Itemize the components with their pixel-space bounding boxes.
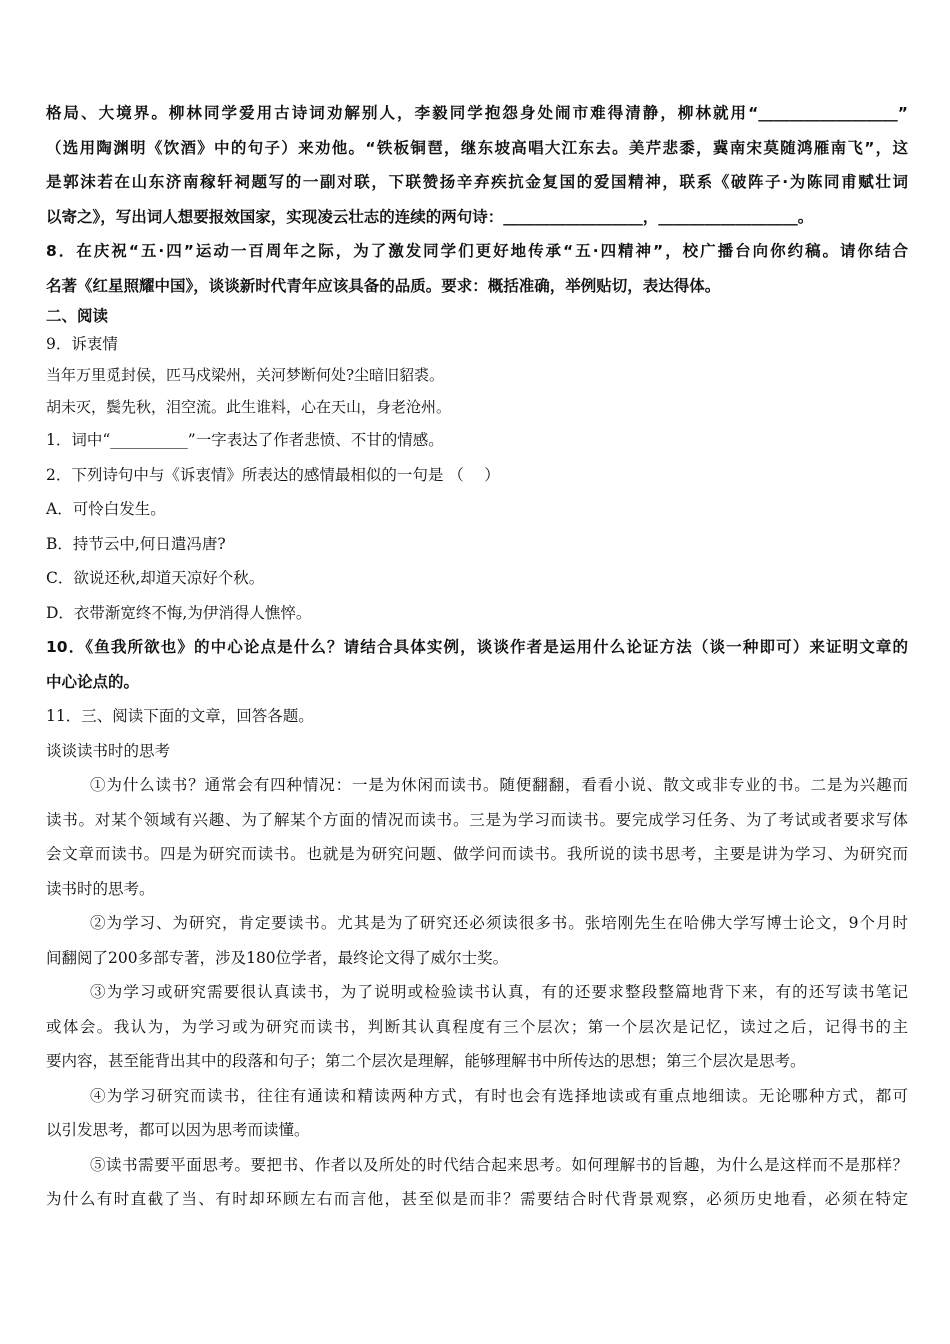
poetry-question-continued <box>46 96 908 234</box>
text-line: 以引发思考，都可以因为思考而读懂。 <box>46 1121 310 1139</box>
question-11 <box>46 699 908 1217</box>
text-line: ④为学习研究而读书，往往有通读和精读两种方式，有时也会有选择地读或有重点地细读。无论哪种方式，都可 <box>90 1086 908 1105</box>
text-line: 或体会。我认为，为学习或为研究而读书，判断其认真程度有三个层次；第一个层次是记忆，读过之后，记得书的主 <box>46 1017 908 1036</box>
text-line: 是郭沫若在山东济南稼轩祠题写的一副对联，下联赞扬辛弃疾抗金复国的爱国精神，联系《破阵子·为陈同甫赋壮词 <box>46 173 908 191</box>
option-d: D．衣带渐宽终不悔,为伊消得人憔悴。 <box>46 603 312 622</box>
text-line: 格局、大境界。柳林同学爱用古诗词劝解别人，李毅同学抱怨身处闹市难得清静，柳林就用“__________________” <box>46 104 908 122</box>
poem-line: 胡未灭，鬓先秋，泪空流。此生谁料，心在天山，身老沧州。 <box>46 398 452 416</box>
text-line: ③为学习或研究需要很认真读书，为了说明或检验读书认真，有的还要求整段整篇地背下来，有的还写读书笔记 <box>90 983 908 1001</box>
article-title: 谈谈读书时的思考 <box>46 741 171 760</box>
paragraph-2 <box>46 906 908 975</box>
question-9 <box>46 329 908 630</box>
text-line: 8．在庆祝“五·四”运动一百周年之际，为了激发同学们更好地传承“五·四精神”，校广播台向你约稿。请你结合 <box>46 242 908 260</box>
text-line: ②为学习、为研究，肯定要读书。尤其是为了研究还必须读很多书。张培刚先生在哈佛大学写博士论文，9个月时 <box>90 914 908 932</box>
sub-question-2: 2．下列诗句中与《诉衷情》所表达的感情最相似的一句是 （ ） <box>46 465 500 484</box>
section-title: 二、阅读 <box>46 307 109 325</box>
question-8 <box>46 234 908 303</box>
text-line: 读书。对某个领域有兴趣、为了解某个方面的情况而读书。三是为学习而读书。要完成学习任务、为了考试或者要求写体 <box>46 810 908 829</box>
question-title: 11．三、阅读下面的文章，回答各题。 <box>46 707 314 725</box>
text-line: 名著《红星照耀中国》，谈谈新时代青年应该具备的品质。要求：概括准确，举例贴切，表达得体。 <box>46 276 721 295</box>
text-line: 读书时的思考。 <box>46 879 155 898</box>
text-line: 10．《鱼我所欲也》的中心论点是什么？请结合具体实例，谈谈作者是运用什么论证方法（谈一种即可）来证明文章的 <box>46 638 908 656</box>
option-c: C．欲说还秋,却道天凉好个秋。 <box>46 569 265 587</box>
text-line: ⑤读书需要平面思考。要把书、作者以及所处的时代结合起来思考。如何理解书的旨趣，为什么是这样而不是那样？ <box>90 1155 908 1174</box>
exam-page <box>46 96 908 1217</box>
question-10 <box>46 630 908 699</box>
paragraph-5 <box>46 1148 908 1217</box>
paragraph-3 <box>46 975 908 1079</box>
text-line: ①为什么读书？通常会有四种情况：一是为休闲而读书。随便翻翻，看看小说、散文或非专业的书。二是为兴趣而 <box>90 776 908 794</box>
poem-line: 当年万里觅封侯，匹马戍梁州，关河梦断何处?尘暗旧貂裘。 <box>46 366 445 384</box>
text-line: 为什么有时直截了当、有时却环顾左右而言他，甚至似是而非？需要结合时代背景观察，必须历史地看，必须在特定 <box>46 1190 908 1208</box>
question-title: 9．诉衷情 <box>46 335 118 353</box>
text-line: 间翻阅了200多部专著，涉及180位学者，最终论文得了威尔士奖。 <box>46 948 509 967</box>
text-line: （选用陶渊明《饮酒》中的句子）来劝他。“铁板铜琶，继东坡高唱大江东去。美芹悲黍，冀南宋莫随鸿雁南飞”，这 <box>46 138 908 157</box>
text-line: 中心论点的。 <box>46 672 140 691</box>
text-line: 以寄之》，写出词人想要报效国家，实现凌云壮志的连续的两句诗：__________________，__________________。 <box>46 207 814 226</box>
text-line: 会文章而读书。四是为研究而读书。也就是为研究问题、做学问而读书。我所说的读书思考，主要是讲为学习、为研究而 <box>46 845 908 863</box>
text-line: 要内容，甚至能背出其中的段落和句子；第二个层次是理解，能够理解书中所传达的思想；第三个层次是思考。 <box>46 1052 806 1070</box>
option-a: A．可怜白发生。 <box>46 500 166 518</box>
sub-question-1: 1．词中“__________”一字表达了作者悲愤、不甘的情感。 <box>46 431 444 449</box>
option-b: B．持节云中,何日遣冯唐? <box>46 534 226 553</box>
paragraph-1 <box>46 768 908 906</box>
paragraph-4 <box>46 1079 908 1148</box>
